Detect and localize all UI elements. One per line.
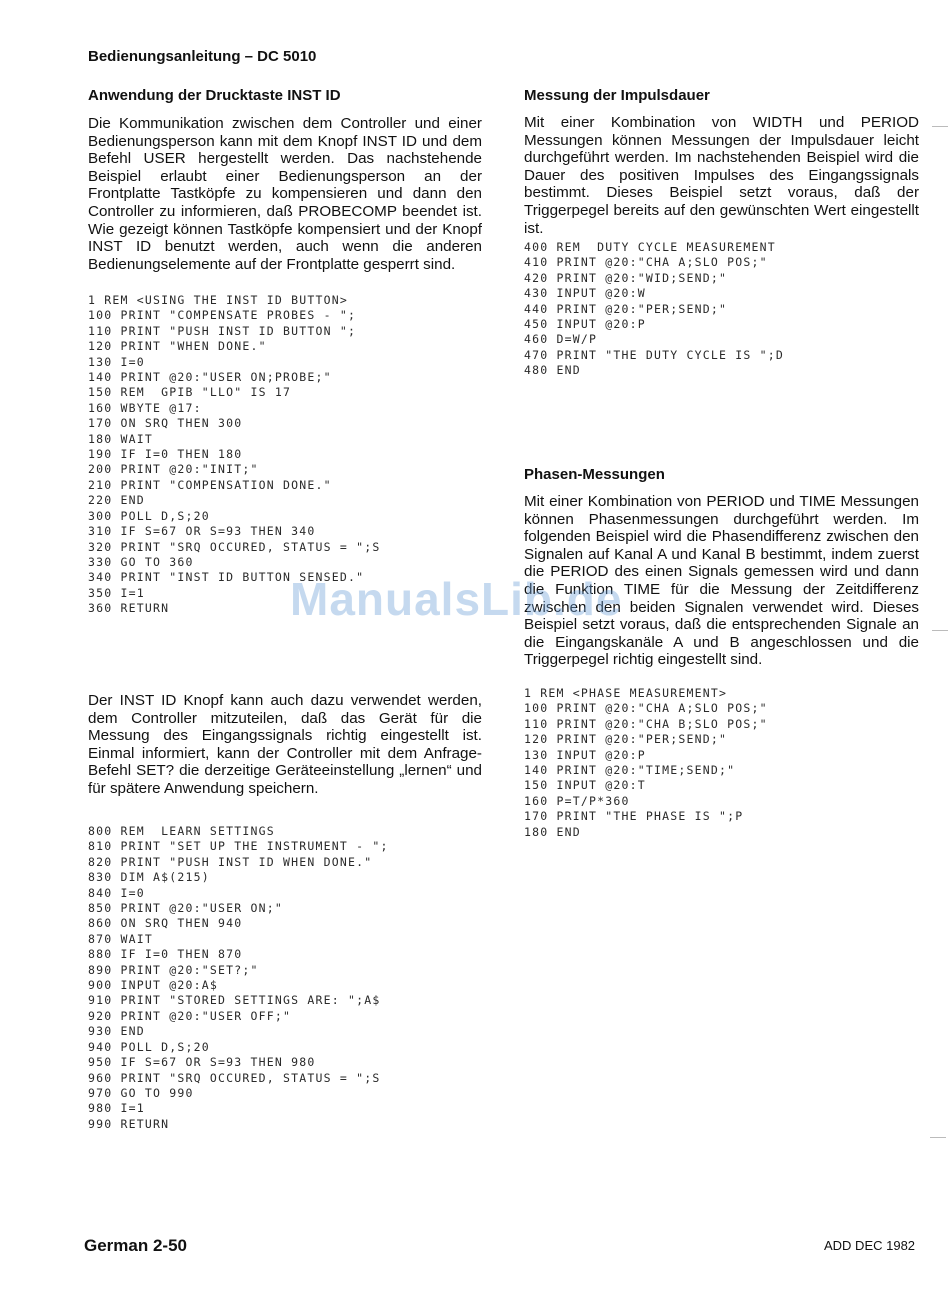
code-line: 850 PRINT @20:"USER ON;"	[88, 901, 283, 916]
section-heading-pulse-width: Messung der Impulsdauer	[524, 87, 710, 104]
code-line: 310 IF S=67 OR S=93 THEN 340	[88, 524, 316, 539]
code-line: 150 INPUT @20:T	[524, 778, 646, 793]
code-line: 800 REM LEARN SETTINGS	[88, 824, 275, 838]
section-heading-phase: Phasen-Messungen	[524, 466, 665, 483]
code-line: 330 GO TO 360	[88, 554, 194, 569]
code-line: 100 PRINT @20:"CHA A;SLO POS;"	[524, 701, 768, 716]
code-listing-phase	[524, 686, 919, 840]
paragraph-phase: Mit einer Kombination von PERIOD und TIME Messungen können Phasenmessungen durchgeführt werden. Im folgenden Beispiel wird die Phasendifferenz zwischen den Signalen auf Kanal A und Kanal B bestimmt, indem zuerst die PERIOD des einen Signals gemessen wird und dann die Funktion TIME für die Messung der Zeitdifferenz zwischen den beiden Signalen verwendet wird. Dieses Beispiel setzt voraus, daß die entsprechenden Signale an die Eingangskanäle A und B angeschlossen und die Triggerpegel richtig eingestellt sind.	[524, 493, 919, 669]
code-line: 900 INPUT @20:A$	[88, 978, 218, 993]
code-line: 320 PRINT "SRQ OCCURED, STATUS = ";S	[88, 539, 381, 554]
code-line: 130 INPUT @20:P	[524, 747, 646, 762]
code-line: 980 I=1	[88, 1101, 145, 1116]
code-line: 120 PRINT "WHEN DONE."	[88, 339, 267, 354]
code-line: 350 I=1	[88, 585, 145, 600]
code-line: 940 POLL D,S;20	[88, 1039, 210, 1054]
code-line: 440 PRINT @20:"PER;SEND;"	[524, 301, 728, 316]
code-line: 930 END	[88, 1024, 145, 1039]
code-line: 970 GO TO 990	[88, 1085, 194, 1100]
code-line: 910 PRINT "STORED SETTINGS ARE: ";A$	[88, 993, 381, 1008]
watermark: ManualsLib.de	[290, 573, 623, 625]
code-line: 340 PRINT "INST ID BUTTON SENSED."	[88, 570, 365, 585]
code-line: 450 INPUT @20:P	[524, 317, 646, 332]
code-line: 430 INPUT @20:W	[524, 286, 646, 301]
code-line: 170 ON SRQ THEN 300	[88, 416, 243, 431]
code-line: 880 IF I=0 THEN 870	[88, 947, 243, 962]
code-line: 160 P=T/P*360	[524, 793, 630, 808]
code-listing-learn-settings	[88, 824, 482, 1132]
margin-mark	[930, 1137, 946, 1138]
code-line: 180 WAIT	[88, 431, 153, 446]
code-line: 950 IF S=67 OR S=93 THEN 980	[88, 1055, 316, 1070]
code-line: 100 PRINT "COMPENSATE PROBES - ";	[88, 308, 357, 323]
code-line: 870 WAIT	[88, 931, 153, 946]
code-line: 190 IF I=0 THEN 180	[88, 447, 243, 462]
code-line: 410 PRINT @20:"CHA A;SLO POS;"	[524, 255, 768, 270]
code-line: 200 PRINT @20:"INIT;"	[88, 462, 259, 477]
paragraph-pulse-width: Mit einer Kombination von WIDTH und PERIOD Messungen können Messungen der Impulsdauer leicht durchgeführt werden. Im nachstehenden Beispiel wird die Dauer des positiven Impulses des Eingangssignals bestimmt. Dieses Beispiel setzt voraus, daß der Triggerpegel bereits auf den gewünschten Wert eingestellt ist.	[524, 114, 919, 237]
margin-mark	[932, 126, 948, 127]
code-listing-inst-id	[88, 293, 482, 617]
code-line: 840 I=0	[88, 885, 145, 900]
code-line: 420 PRINT @20:"WID;SEND;"	[524, 270, 728, 285]
code-line: 960 PRINT "SRQ OCCURED, STATUS = ";S	[88, 1070, 381, 1085]
code-line: 110 PRINT "PUSH INST ID BUTTON ";	[88, 323, 357, 338]
code-line: 860 ON SRQ THEN 940	[88, 916, 243, 931]
code-line: 360 RETURN	[88, 601, 170, 616]
code-listing-duty-cycle	[524, 240, 919, 379]
code-line: 120 PRINT @20:"PER;SEND;"	[524, 732, 728, 747]
code-line: 300 POLL D,S;20	[88, 508, 210, 523]
code-line: 180 END	[524, 824, 581, 839]
code-line: 220 END	[88, 493, 145, 508]
code-line: 820 PRINT "PUSH INST ID WHEN DONE."	[88, 854, 373, 869]
code-line: 210 PRINT "COMPENSATION DONE."	[88, 477, 332, 492]
paragraph-inst-id: Die Kommunikation zwischen dem Controller und einer Bedienungsperson kann mit dem Knopf INST ID und dem Befehl USER hergestellt werden. Das nachstehende Beispiel erlaubt einer Bedienungsperson an der Frontplatte Tastköpfe zu kompensieren und dann den Controller zu informieren, daß PROBECOMP beendet ist. Wie gezeigt können Tastköpfe kompensiert und der Knopf INST ID benutzt werden, auch wenn die anderen Bedienungselemente auf der Frontplatte gesperrt sind.	[88, 115, 482, 273]
code-line: 400 REM DUTY CYCLE MEASUREMENT	[524, 240, 776, 254]
code-line: 170 PRINT "THE PHASE IS ";P	[524, 809, 744, 824]
page-number: German 2-50	[84, 1236, 187, 1255]
code-line: 1 REM <USING THE INST ID BUTTON>	[88, 293, 348, 307]
code-line: 480 END	[524, 363, 581, 378]
code-line: 920 PRINT @20:"USER OFF;"	[88, 1008, 292, 1023]
code-line: 130 I=0	[88, 354, 145, 369]
code-line: 140 PRINT @20:"TIME;SEND;"	[524, 763, 736, 778]
section-heading-inst-id: Anwendung der Drucktaste INST ID	[88, 87, 341, 104]
code-line: 460 D=W/P	[524, 332, 598, 347]
code-line: 150 REM GPIB "LLO" IS 17	[88, 385, 292, 400]
code-line: 890 PRINT @20:"SET?;"	[88, 962, 259, 977]
code-line: 140 PRINT @20:"USER ON;PROBE;"	[88, 370, 332, 385]
page-header: Bedienungsanleitung – DC 5010	[88, 48, 317, 65]
code-line: 830 DIM A$(215)	[88, 870, 210, 885]
margin-mark	[932, 630, 948, 631]
code-line: 110 PRINT @20:"CHA B;SLO POS;"	[524, 716, 768, 731]
code-line: 470 PRINT "THE DUTY CYCLE IS ";D	[524, 347, 784, 362]
paragraph-learn-settings: Der INST ID Knopf kann auch dazu verwendet werden, dem Controller mitzuteilen, daß das Gerät für die Messung des Eingangssignals richtig eingestellt ist. Einmal informiert, kann der Controller mit dem Anfrage-Befehl SET? die derzeitige Geräteeinstellung „lernen“ und für spätere Anwendung speichern.	[88, 692, 482, 797]
code-line: 810 PRINT "SET UP THE INSTRUMENT - ";	[88, 839, 389, 854]
code-line: 1 REM <PHASE MEASUREMENT>	[524, 686, 728, 700]
code-line: 990 RETURN	[88, 1116, 170, 1131]
code-line: 160 WBYTE @17:	[88, 400, 202, 415]
revision-date: ADD DEC 1982	[824, 1238, 916, 1253]
